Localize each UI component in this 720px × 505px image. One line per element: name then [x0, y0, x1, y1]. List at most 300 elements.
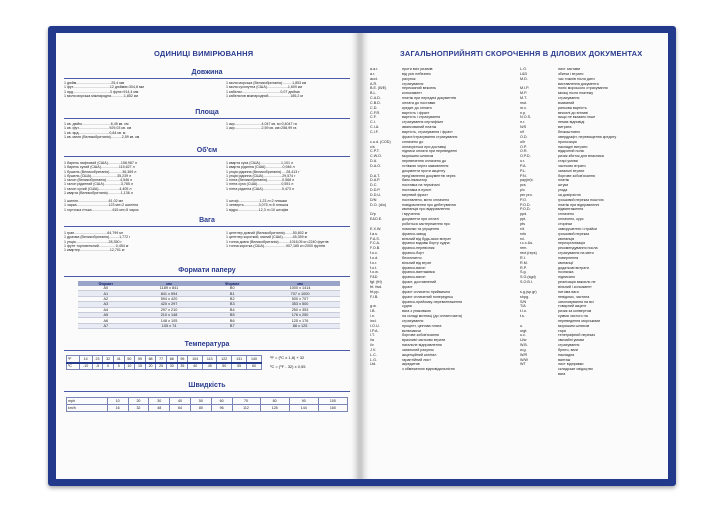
abbreviation: f.o.w.: [370, 270, 379, 275]
table-cell: 1189 x 841: [134, 286, 205, 291]
abbreviation-meaning: виставлення документа: [558, 81, 599, 86]
table-cell: 68: [145, 356, 156, 363]
abbreviation-meaning: платіж при передачі документів: [402, 96, 456, 101]
abbreviation-meaning: вільний від втрат: [402, 260, 432, 265]
list-item: 1 пінта рідинна (США)...................0,473 л: [226, 186, 294, 191]
table-cell: 122: [217, 356, 232, 363]
abbreviation-meaning: старі умови: [558, 159, 578, 164]
table-cell: 77: [156, 356, 167, 363]
abbreviations-col-2: [520, 67, 550, 367]
table-cell: 16: [107, 405, 128, 412]
abbreviation: m.v.: [520, 105, 527, 110]
abbreviation: Ltd.: [370, 362, 377, 367]
list-item: 1 галон сухий (США).....................4,405 л: [64, 186, 132, 191]
abbreviation-meaning: франко-вантажівка: [402, 270, 435, 275]
abbreviation-meaning: сплачено до: [402, 139, 424, 144]
abbreviation: C.F.R.: [370, 110, 381, 115]
abbreviation: J.V.: [370, 347, 377, 352]
abbreviation: frt.pp.: [370, 289, 380, 294]
left-page: [56, 33, 358, 479]
table-cell: A6: [78, 318, 134, 323]
section-temperature: Температура: [64, 341, 350, 350]
list-item: 1 миля морська міжнародна.............1,852 км: [64, 93, 138, 98]
abbreviation-meaning: ринкова вартість: [558, 105, 587, 110]
volume-list-right-2: [226, 199, 288, 212]
table-cell: 35: [177, 363, 188, 370]
abbreviation: frt. fwd.: [370, 284, 383, 289]
abbreviation: rect.(reps): [520, 251, 537, 256]
abbreviation: L.O.: [520, 67, 527, 71]
volume-list-left-2: [64, 199, 139, 212]
table-cell: 80: [260, 398, 289, 405]
table-cell: 50: [190, 398, 211, 405]
list-item: 1 кв. миля (Великобританія)...........2,59 кв. км: [64, 134, 140, 139]
abbreviation: n/f: [520, 129, 525, 134]
abbreviation-meaning: заворушення і страйки: [558, 226, 597, 231]
abbreviation-meaning: штуки: [558, 183, 569, 188]
abbreviation-meaning: фрахт сплачений попередньо: [402, 294, 454, 299]
list-item: 1 бушель (Великобританія).............36,369 л: [64, 169, 137, 174]
abbreviation: N.O.S.: [520, 115, 532, 120]
abbreviation-meaning: якщо не вказано інше: [558, 115, 596, 120]
abbreviation-meaning: боргове зобов'язання: [402, 333, 439, 338]
list-item: 1 акр...........................4,047 кв. м=0,4047 га: [226, 122, 297, 126]
section-weight: Вага: [64, 217, 350, 226]
abbreviation: D.A.: [370, 159, 378, 164]
abbreviation: L&D: [520, 71, 528, 76]
table-cell: 297 x 210: [134, 307, 205, 312]
abbreviation: B.E. (B/E): [370, 86, 387, 91]
table-cell: A2: [78, 296, 134, 301]
abbreviation: C.D.: [370, 105, 378, 110]
list-item: 1 галон (Великобританія)..............4,546 л: [64, 178, 133, 183]
abbreviation: I.T.: [370, 333, 375, 338]
list-item: 1 пінта (Великобританія)...............0,568 л: [226, 178, 295, 183]
table-cell: 1000 x 1414: [260, 286, 340, 291]
abbreviation: B.L.: [370, 91, 377, 96]
abbreviation: rem.: [520, 246, 528, 251]
table-cell: 60: [247, 363, 262, 370]
table-cell: -5: [92, 363, 103, 370]
length-list-right: [226, 81, 306, 98]
abbreviation-meaning: складське свідоцтво: [558, 367, 593, 372]
table-row: [78, 323, 340, 328]
abbreviation-meaning: рекомендування посла: [558, 246, 598, 251]
abbreviation: c.o.d. (COD): [370, 139, 391, 144]
formula-f: ºF = (ºC x 1,8) + 32: [270, 355, 305, 360]
table-cell: 125 x 176: [260, 318, 340, 323]
abbreviation: rcl.: [520, 236, 525, 241]
abbreviation: u.: [520, 323, 524, 328]
abbreviation: F.I.B.: [370, 294, 379, 299]
abbreviation: S.g.: [520, 270, 527, 275]
abbreviation-meaning: проти всіх ризиків: [402, 67, 433, 71]
abbreviation-meaning: час тижнів після дати: [558, 76, 595, 81]
table-cell: 5: [113, 363, 124, 370]
abbreviation: ppt.: [520, 217, 527, 222]
abbreviation: S.O.B.I.: [520, 280, 533, 285]
abbreviation: M.T.: [520, 96, 527, 101]
table-cell: B7: [204, 323, 260, 328]
abbreviation: C.P.T.: [370, 149, 380, 154]
abbreviation: M.D.: [520, 76, 528, 81]
volume-list-right: [226, 161, 300, 195]
abbreviation-meaning: підписи оплати при переведенні: [402, 149, 458, 154]
abbreviation: O.P.: [520, 144, 527, 149]
list-item: 1 чарка................................123 мл=2 шилінги: [64, 203, 139, 208]
list-item: 1 кварта (Великобританія).............1,136 л: [64, 191, 133, 196]
abbreviation: F.A.S.: [370, 236, 380, 241]
abbreviation: D.A.O.: [370, 163, 382, 168]
list-item: 1 унція рідинна (Великобританія).....28,413 г: [226, 169, 300, 174]
table-cell: 96: [211, 405, 232, 412]
abbreviation-meaning: грошовий переказ: [558, 231, 590, 236]
table-cell: 131: [232, 356, 247, 363]
table-cell: B1: [204, 291, 260, 296]
abbreviation: D/p: [370, 212, 376, 217]
table-cell: A0: [78, 286, 134, 291]
abbreviation: n.p.: [520, 110, 527, 115]
list-item: 1 гран.................................64,799 мг: [64, 231, 124, 235]
abbreviation-meaning: вартість і фрахт: [402, 110, 430, 115]
abbreviation: t.l.o.: [520, 309, 527, 314]
abbreviation-meaning: мертвий фрахт: [402, 192, 428, 197]
abbreviation: ppd.: [520, 212, 528, 217]
table-cell: 500 x 707: [260, 296, 340, 301]
table-cell: A1: [78, 291, 134, 296]
list-item: 1 барель нафтовий (США).............158,987 л: [64, 161, 137, 165]
abbreviation: f.o.d.: [370, 255, 379, 260]
list-item: 1 кв. ярд...............................0,84 кв. м: [64, 130, 126, 135]
abbreviation-meaning: платіж: [558, 178, 570, 183]
abbreviation-meaning: місяці після платежу: [558, 91, 594, 96]
abbreviation-meaning: накладна: [558, 352, 575, 357]
table-cell: mph: [67, 398, 108, 405]
list-item: 1 драхма (Великобританія)..........1,772 г: [64, 235, 131, 240]
abbreviation: o.r.: [520, 159, 526, 164]
abbreviation-meaning: оплачено, курс: [558, 217, 584, 222]
abbreviation-meaning: невідомо, частина: [558, 294, 590, 299]
abbreviation: per pro.: [520, 192, 533, 197]
abbreviation-meaning: позначка: [558, 270, 574, 275]
table-cell: ºC: [67, 363, 80, 370]
table-cell: A3: [78, 302, 134, 307]
abbreviation-meaning: загальний рахунок: [402, 347, 434, 352]
abbreviation: pcs: [520, 183, 526, 188]
abbreviation-meaning: перевезення сплачено до: [402, 159, 447, 164]
abbreviation: n.r.: [520, 120, 526, 125]
table-cell: 32: [128, 405, 149, 412]
abbreviation-meaning: повідомлення про дебетування: [402, 202, 456, 207]
table-cell: B4: [204, 307, 260, 312]
abbreviation-meaning: грошовий переказ поштою: [558, 197, 604, 202]
table-cell: 420 x 297: [134, 302, 205, 307]
abbreviation-meaning: телеграфний переказ: [558, 333, 595, 338]
right-page: [362, 33, 668, 479]
abbreviation: a.r.: [370, 71, 376, 76]
abbreviation-meaning: відвантаження: [558, 207, 584, 212]
abbreviation: C.I.F.: [370, 129, 379, 134]
abbreviation: fgt. (frt): [370, 280, 382, 285]
abbreviation-meaning: страхування: [402, 318, 424, 323]
table-cell: 23: [92, 356, 103, 363]
abbreviation: f.o.t.: [370, 265, 378, 270]
abbreviation-meaning: поставлено, мито сплачено: [402, 197, 450, 202]
section-volume: Об'єм: [64, 147, 350, 156]
abbreviation: P.O.D.: [520, 207, 531, 212]
abbreviation-meaning: франко-прийомку-перевантаження: [402, 299, 463, 304]
abbreviation-meaning: реалізація ваксиль не: [558, 280, 596, 285]
abbreviation: c/s: [370, 144, 375, 149]
list-item: 1 штоф.....................1,23 л=2 пляшки: [226, 199, 288, 203]
abbreviation: i/a: [370, 338, 374, 343]
table-cell: 90: [289, 398, 318, 405]
table-cell: 148 x 105: [134, 318, 205, 323]
abbreviation: D.A.P.: [370, 178, 381, 183]
table-cell: 30: [149, 398, 170, 405]
abbreviation-meaning: процент, ціннова плата: [402, 323, 442, 328]
abbreviation-meaning: франко-борт: [402, 251, 424, 256]
abbreviation: C.W.O.: [370, 154, 382, 159]
abbreviation-meaning: пропозиція: [558, 139, 577, 144]
list-item: 1 кв. дюйм.............................6,45 кв. см: [64, 122, 129, 126]
abbreviation-meaning: сумма чистого на: [558, 314, 588, 319]
table-cell: A4: [78, 307, 134, 312]
abbreviation-meaning: лист відправки: [558, 362, 584, 367]
list-item: 1 унція рідинна (США)...................29,574 г: [226, 173, 296, 178]
abbreviation-meaning: від усіх небезпек: [402, 71, 431, 76]
abbreviation-meaning: документи при оплаті: [402, 217, 439, 222]
table-cell: B2: [204, 296, 260, 301]
section-length: Довжина: [64, 69, 350, 78]
table-cell: 176 x 250: [260, 312, 340, 317]
abbreviation: D.O. (d/o): [370, 202, 387, 207]
abbreviation: i.n.: [370, 314, 375, 319]
table-cell: 104: [188, 356, 203, 363]
abbreviation: P.N.: [520, 173, 527, 178]
abbreviation-meaning: вільний і консамент: [558, 284, 592, 289]
list-item: 1 фунт торговельний.................0,454 кг: [64, 243, 129, 248]
abbreviation: C.F.: [370, 115, 377, 120]
abbreviation-meaning: квитанції: [558, 260, 574, 265]
abbreviation-meaning: кредит до оплати: [402, 105, 432, 110]
abbreviation-meaning: квитанція про відправлення: [402, 207, 450, 212]
list-item: 1 кв. фут...............................929,03 кв. см: [64, 126, 132, 131]
abbreviation-meaning: сплачено: [558, 212, 575, 217]
abbreviation: P.O.: [520, 197, 527, 202]
weight-list-left: [64, 231, 130, 252]
abbreviation-meaning: страхування: [558, 96, 580, 101]
abbreviation-meaning: франко-завод: [402, 231, 426, 236]
abbreviation: o/h: [520, 139, 526, 144]
table-cell: 105 x 74: [134, 323, 205, 328]
abbreviation-meaning: вантаж: [558, 357, 571, 362]
list-item: 1 кабельт.......................................0,07 дюйма: [226, 89, 300, 94]
abbreviation: r.c.c.&s.: [520, 241, 534, 246]
table-cell: 353 x 500: [260, 302, 340, 307]
table-cell: 10: [124, 363, 135, 370]
abbreviation: T/A: [520, 304, 526, 309]
column-header: Формат: [78, 281, 134, 286]
volume-list-left: [64, 161, 137, 195]
abbreviation: O.R.: [520, 149, 528, 154]
abbreviation-meaning: тара: [558, 328, 566, 333]
table-cell: 160: [318, 405, 347, 412]
abbreviation: C.I.: [370, 120, 376, 125]
table-cell: 32: [103, 356, 114, 363]
abbreviation: F&D: [370, 275, 378, 280]
abbreviation: U/w: [520, 338, 527, 343]
abbreviation-meaning: банк-інкасатор: [402, 178, 428, 183]
speed-table: [66, 397, 348, 412]
list-item: 1 відро.....................12,3 л=10 штофів: [226, 207, 289, 212]
abbreviation-meaning: безкоштовно: [558, 129, 581, 134]
abbreviation: P.O.D.: [520, 202, 531, 207]
list-item: 1 четверть...............3,075 л=5 пляшок: [226, 203, 289, 208]
column-header: мм: [134, 281, 205, 286]
paper-formats-table: [78, 281, 340, 329]
table-cell: 841 x 594: [134, 291, 205, 296]
speed-row-mph: [67, 398, 348, 405]
table-cell: B5: [204, 312, 260, 317]
abbreviation-meaning: включаючи: [402, 328, 422, 333]
abbreviation: r/d: [520, 226, 525, 231]
table-cell: B6: [204, 318, 260, 323]
table-cell: 60: [211, 398, 232, 405]
abbreviation: f.o.c.: [370, 251, 378, 256]
abbreviation: D/N: [370, 197, 377, 202]
abbreviation-meaning: ризик збиток для власника: [558, 154, 604, 159]
abbreviation-meaning: коносамент: [402, 91, 422, 96]
abbreviation: R.I.: [520, 255, 526, 260]
abbreviation: F.O.B.: [370, 246, 381, 251]
table-cell: 100: [318, 398, 347, 405]
abbreviation-meaning: судна: [402, 304, 412, 309]
abbreviation: W/W: [520, 357, 528, 362]
abbreviation: P.A.: [520, 163, 527, 168]
abbreviation: rcts: [520, 231, 526, 236]
abbreviation-meaning: переорганізація: [558, 241, 586, 246]
list-item: 1 пінта суха (США)........................0,551 л: [226, 182, 294, 187]
abbreviation: C.A.D.: [370, 96, 381, 101]
list-item: 1 шилінг...............................61,02 мл: [64, 199, 124, 203]
table-cell: 80: [190, 405, 211, 412]
abbreviation: WT: [520, 362, 526, 367]
abbreviation-meaning: робиться застереження про: [402, 222, 450, 226]
table-cell: 10: [107, 398, 128, 405]
speed-row-kmh: [67, 405, 348, 412]
abbreviation: s.g.(sp.gr): [520, 289, 537, 294]
abbreviation-meaning: вартість і страхування: [402, 115, 441, 120]
table-cell: ºF: [67, 356, 80, 363]
abbreviation-meaning: вразливі частково втрати: [402, 338, 446, 343]
table-cell: 64: [170, 405, 191, 412]
abbreviations-col-2-meaning: [558, 67, 664, 377]
abbreviation-meaning: переведення морськими: [558, 318, 601, 323]
abbreviation-meaning: угода: [558, 188, 568, 193]
abbreviation-meaning: нагальне відправлення: [402, 343, 442, 348]
abbreviation: I.B.: [370, 309, 376, 314]
abbreviation-meaning: франко вздовж борту судна: [402, 241, 450, 246]
list-item: 1 центнер довгий (Великобританія)........50,802 кг: [226, 231, 308, 235]
abbreviation-meaning: оплата до поставки: [402, 100, 436, 105]
list-item: 1 миля сухопутна (США).....................1,609 км: [226, 85, 302, 90]
abbreviation-meaning: звичайні умови: [558, 338, 585, 343]
table-cell: 86: [166, 356, 177, 363]
table-cell: 20: [145, 363, 156, 370]
abbreviation-meaning: на складі митниці (до оплати мита): [402, 314, 463, 319]
abbreviation: A.R.: [370, 81, 378, 86]
table-cell: 95: [177, 356, 188, 363]
abbreviation-meaning: фрахт сплачено приймачем: [402, 289, 450, 294]
abbreviation-meaning: вага з упаковкою: [402, 309, 432, 314]
table-cell: 70: [232, 398, 260, 405]
table-cell: 88 x 125: [260, 323, 340, 328]
table-cell: 128: [260, 405, 289, 412]
abbreviation-meaning: векселі до вітливі: [558, 110, 588, 115]
table-cell: 50: [124, 356, 135, 363]
abbreviation-meaning: акцепційний капітал: [402, 352, 437, 357]
abbreviation-meaning: вартість, страхування і фрахт: [402, 129, 453, 134]
list-item: [226, 191, 300, 195]
table-cell: 14: [79, 356, 92, 363]
abbreviation-meaning: відкритий поліс: [558, 149, 585, 154]
list-item: 1 горточка гітька.....................615 мл=5 чарок: [64, 207, 139, 212]
abbreviation: g.w.: [370, 304, 377, 309]
abbreviation: C.I.A.: [370, 125, 380, 130]
section-formats: Формати паперу: [64, 267, 350, 276]
abbreviation: a.a.r.: [370, 67, 379, 71]
list-item: 1 галон рідинний (США).................3,785 л: [64, 182, 133, 187]
abbreviation: N/S: [520, 125, 527, 130]
abbreviation: D.D.P.: [370, 188, 381, 193]
table-cell: 250 x 353: [260, 307, 340, 312]
temperature-scale-bar: [66, 362, 262, 364]
abbreviation-meaning: безоплатно: [402, 255, 422, 260]
abbreviation-meaning: фрахт: [402, 284, 413, 289]
list-item: [226, 248, 329, 252]
abbreviation: E.X.W.: [370, 226, 382, 231]
table-cell: 30: [166, 363, 177, 370]
abbreviation-meaning: морським шляхом: [558, 323, 590, 328]
table-cell: km/h: [67, 405, 108, 412]
area-list-right: [226, 122, 297, 139]
abbreviation-meaning: товарний акцепт: [558, 304, 587, 309]
abbreviation: w.g.: [520, 347, 527, 352]
abbreviation-meaning: боргове зобов'язання: [558, 173, 595, 178]
abbreviation-meaning: фракт, доставлений: [402, 280, 437, 285]
abbreviation-meaning: гарантійний лист: [402, 357, 431, 362]
list-item: 1 кабельтов міжнародний......................185,2 м: [226, 93, 303, 98]
column-header: Формат: [204, 281, 260, 286]
abbreviation: L.C.: [370, 352, 377, 357]
abbreviation: O.D.: [520, 134, 528, 139]
abbreviation-meaning: готівкою через замовлення: [402, 163, 449, 168]
abbreviation-meaning: авансований платіж: [402, 125, 437, 130]
list-item: 1 тонна довга (Великобританія)...........1016,05 кг=2240 фунтів: [226, 239, 329, 244]
abbreviation: u.c.: [520, 333, 526, 338]
abbreviation-meaning: франко-перевізник: [402, 246, 435, 251]
list-item: 1 тонна коротка (США)......................907,185 кг=2000 фунтів: [226, 243, 326, 248]
abbreviation: E&O.E.: [370, 217, 383, 222]
table-cell: 48: [149, 405, 170, 412]
abbreviation: R.M.: [520, 260, 528, 265]
abbreviation-meaning: повернення: [558, 255, 579, 260]
abbreviation-meaning: страхування: [558, 343, 580, 348]
abbreviation-meaning: квитанція: [558, 236, 575, 241]
abbreviation: shpg.: [520, 294, 530, 299]
abbreviation: f.o.r.: [370, 260, 378, 265]
